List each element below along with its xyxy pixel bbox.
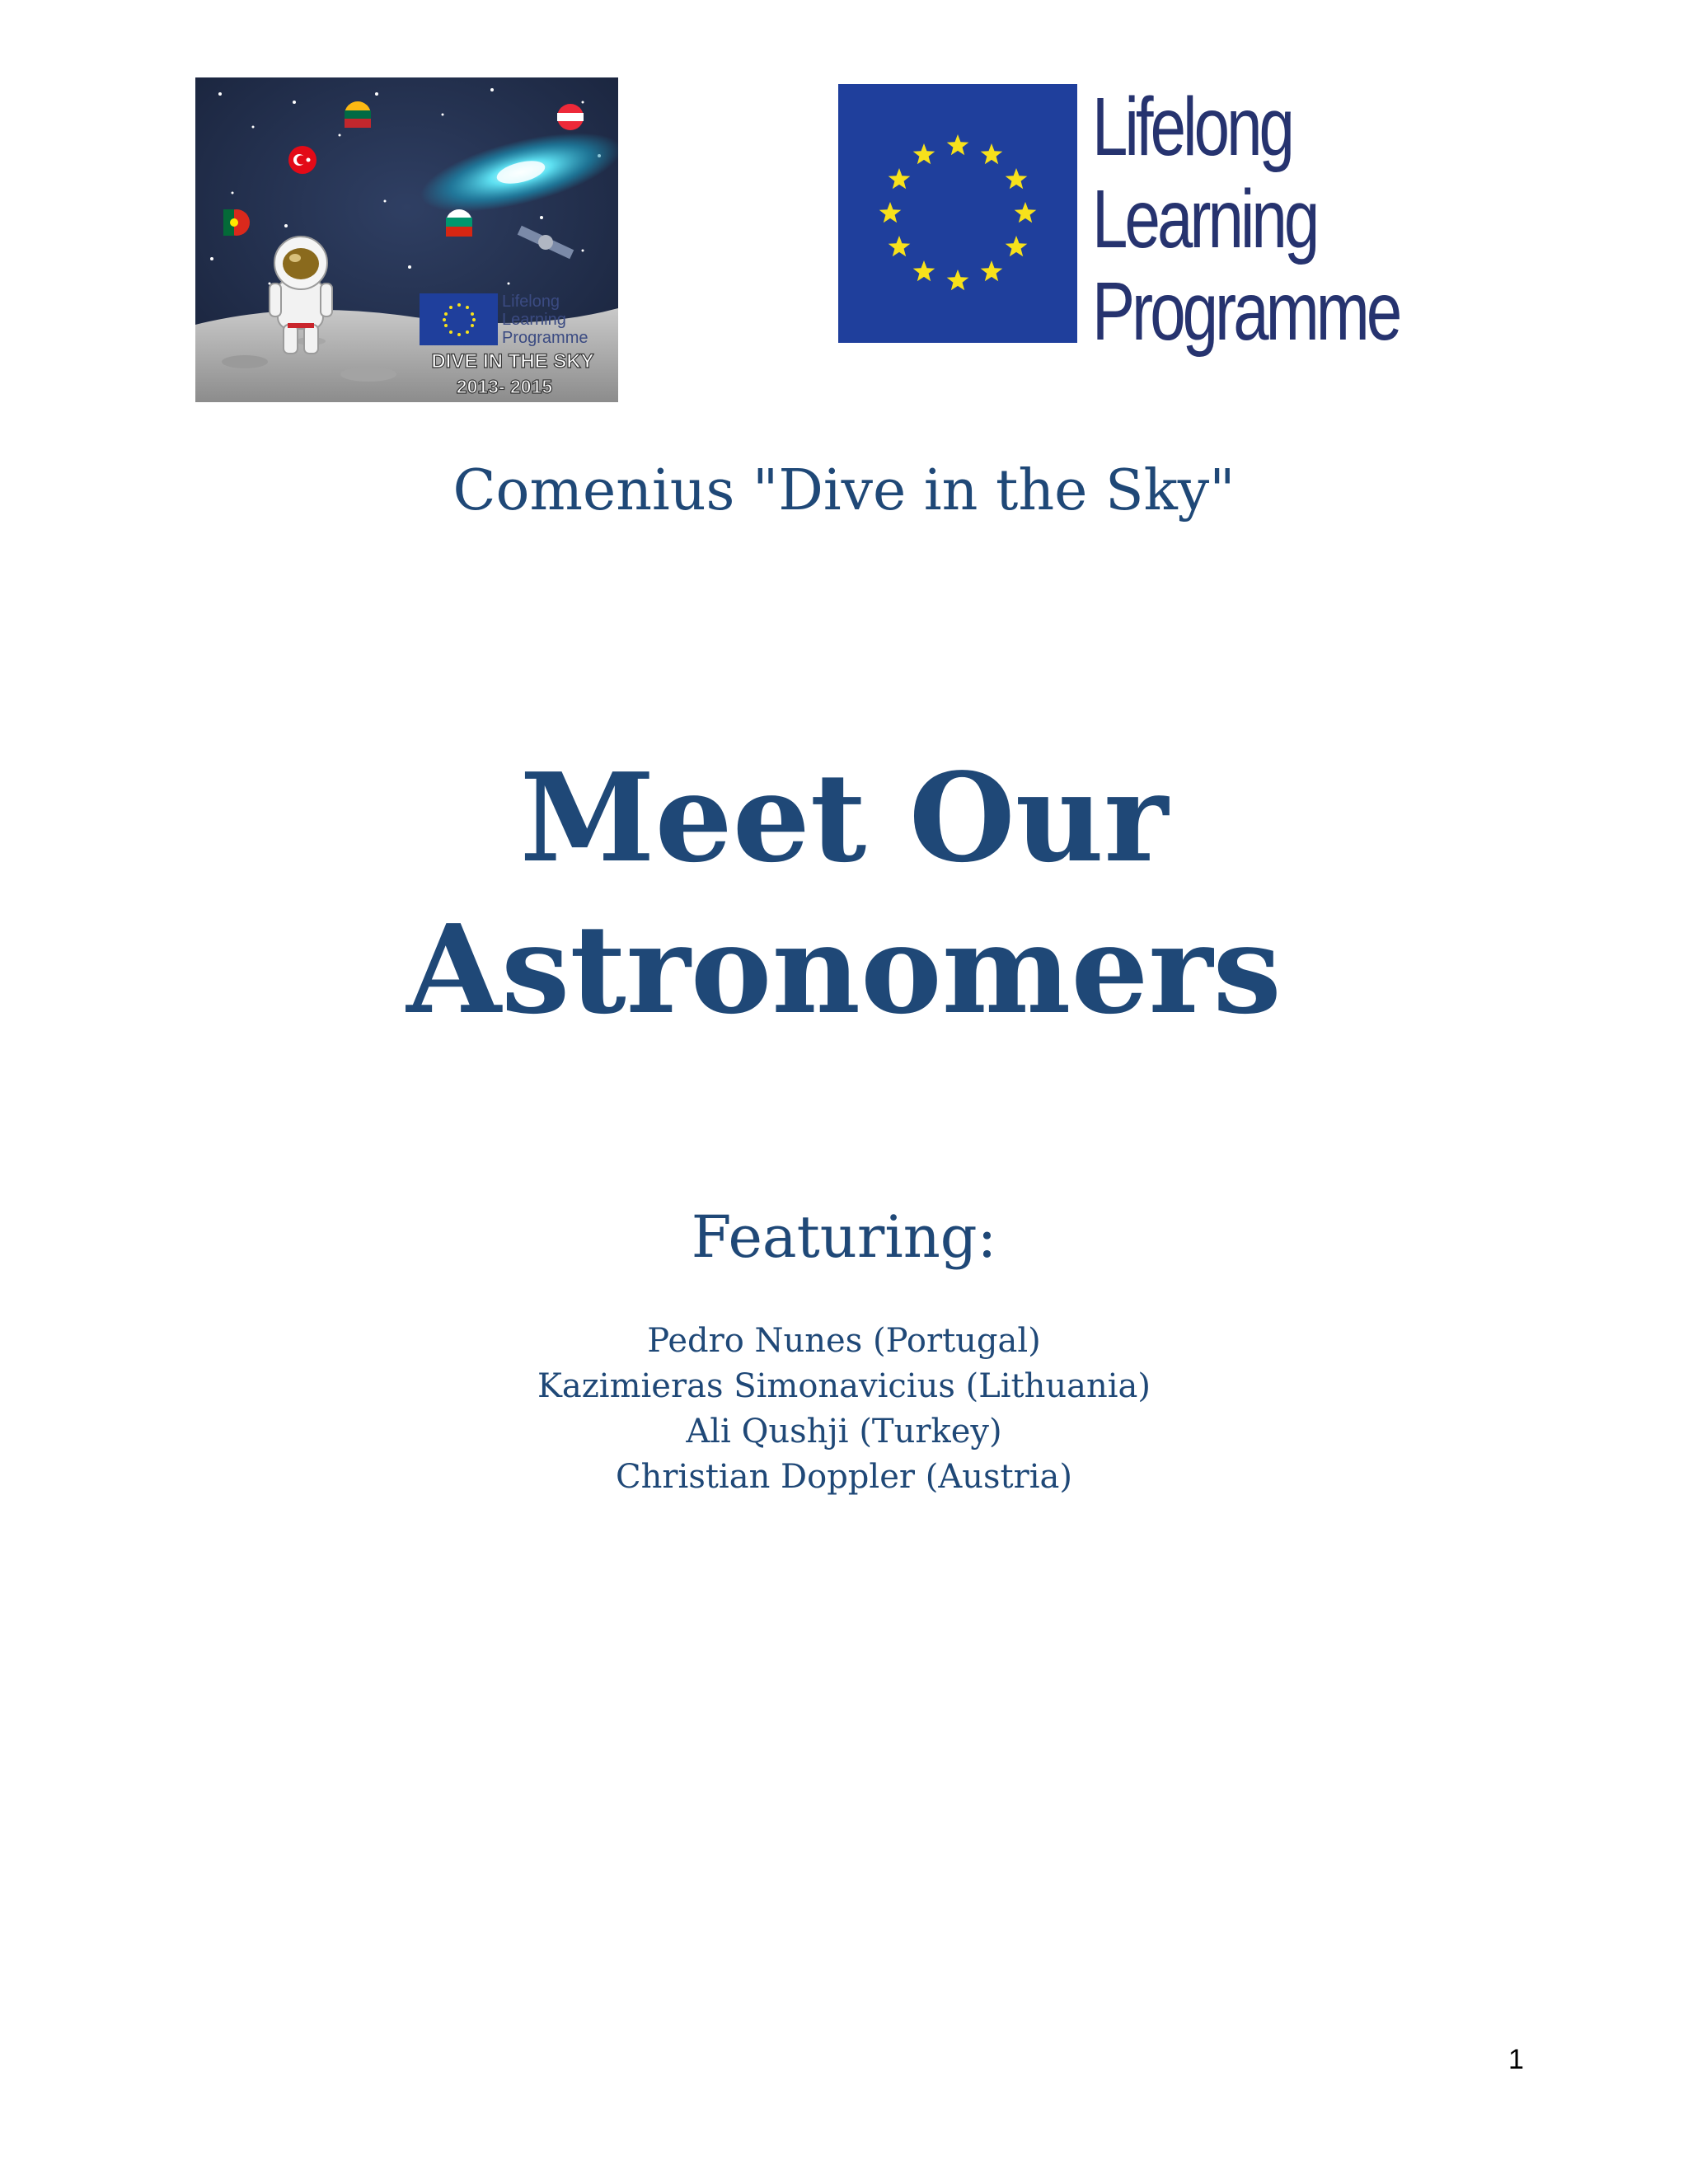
mini-programme-line-3: Programme — [502, 329, 588, 347]
eu-star-icon — [913, 143, 935, 164]
page-number: 1 — [1508, 2044, 1524, 2075]
astronomer-list — [0, 1319, 1688, 1500]
eu-star-icon — [889, 236, 911, 256]
list-item: Ali Qushji (Turkey) — [686, 1413, 1002, 1451]
title-line-2: Astronomers — [406, 898, 1282, 1041]
list-item: Christian Doppler (Austria) — [616, 1458, 1072, 1496]
programme-line-3: Programme — [1092, 265, 1400, 358]
eu-star-icon — [889, 168, 911, 189]
programme-line-1: Lifelong — [1092, 81, 1292, 173]
eu-star-icon — [1006, 168, 1028, 189]
eu-flag-icon — [838, 84, 1077, 343]
programme-line-2: Learning — [1092, 173, 1317, 265]
eu-star-icon — [981, 143, 1003, 164]
mini-programme-line-2: Learning — [502, 311, 566, 329]
mini-programme-line-1: Lifelong — [502, 293, 560, 311]
eu-star-icon — [1006, 236, 1028, 256]
eu-star-icon — [879, 202, 902, 223]
eu-star-icon — [947, 269, 969, 290]
eu-star-icon — [947, 134, 969, 155]
programme-name — [1092, 81, 1400, 358]
dive-in-the-sky-logo — [195, 77, 618, 402]
list-item: Pedro Nunes (Portugal) — [647, 1322, 1041, 1360]
eu-star-icon — [1015, 202, 1037, 223]
list-item: Kazimieras Simonavicius (Lithuania) — [537, 1367, 1151, 1405]
eu-star-icon — [981, 260, 1003, 281]
project-subtitle: Comenius "Dive in the Sky" — [452, 458, 1236, 523]
title-line-1: Meet Our — [519, 746, 1169, 889]
page-title — [0, 742, 1688, 1045]
featuring-label: Featuring: — [691, 1203, 997, 1271]
eu-star-icon — [913, 260, 935, 281]
banner-years: 2013- 2015 — [456, 376, 553, 397]
lifelong-learning-programme-logo — [838, 81, 1400, 358]
banner-title: DIVE IN THE SKY — [431, 350, 594, 373]
